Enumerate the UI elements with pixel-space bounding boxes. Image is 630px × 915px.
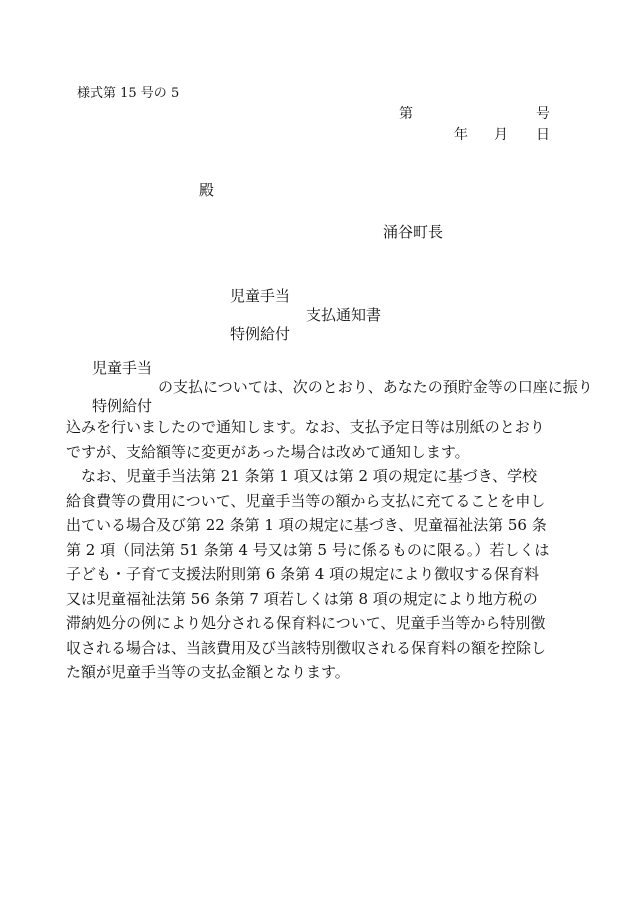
title-option-top: 児童手当: [230, 287, 291, 305]
date-month: 月: [494, 127, 508, 143]
date-year: 年: [454, 127, 468, 143]
paragraph-deduction: なお、児童手当法第 21 条第 1 項又は第 2 項の規定に基づき、学校給食費等の費用について、児童手当等の額から支払に充てることを申し出ている場合及び第 22 条第 1 項の規定に基づき、児童福祉法第 56 条第 2 項（同法第 51 条第 4 号又は第 5 号に係るものに限る。）若しくは子ども・子育て支援法附則第 6 条第 4 項の規定により徴収する保育料又は児童福祉法第 56 条第 7 項若しくは第 8 項の規定により地方税の滞納処分の例により処分される保育料について、児童手当等から特別徴収される場合は、当該費用及び当該特別徴収される保育料の額を控除した額が児童手当等の支払金額となります。: [66, 467, 550, 681]
body-option-top: 児童手当: [92, 359, 153, 377]
document-number-prefix: 第: [399, 106, 413, 122]
body-first-line: の支払については、次のとおり、あなたの預貯金等の口座に振り: [158, 378, 593, 396]
body-option-bottom: 特例給付: [92, 397, 153, 415]
document-title: 支払通知書: [306, 306, 382, 324]
date-day: 日: [536, 127, 550, 143]
paragraph-notice: 込みを行いましたので通知します。なお、支払予定日等は別紙のとおりですが、支給額等に変更があった場合は改めて通知します。: [66, 418, 545, 461]
form-label: 様式第 15 号の 5: [77, 86, 180, 101]
issuer-name: 涌谷町長: [383, 223, 444, 241]
document-number-suffix: 号: [536, 106, 550, 122]
title-option-bottom: 特例給付: [230, 325, 291, 343]
addressee-honorific: 殿: [199, 181, 215, 199]
body-text: [66, 415, 552, 685]
